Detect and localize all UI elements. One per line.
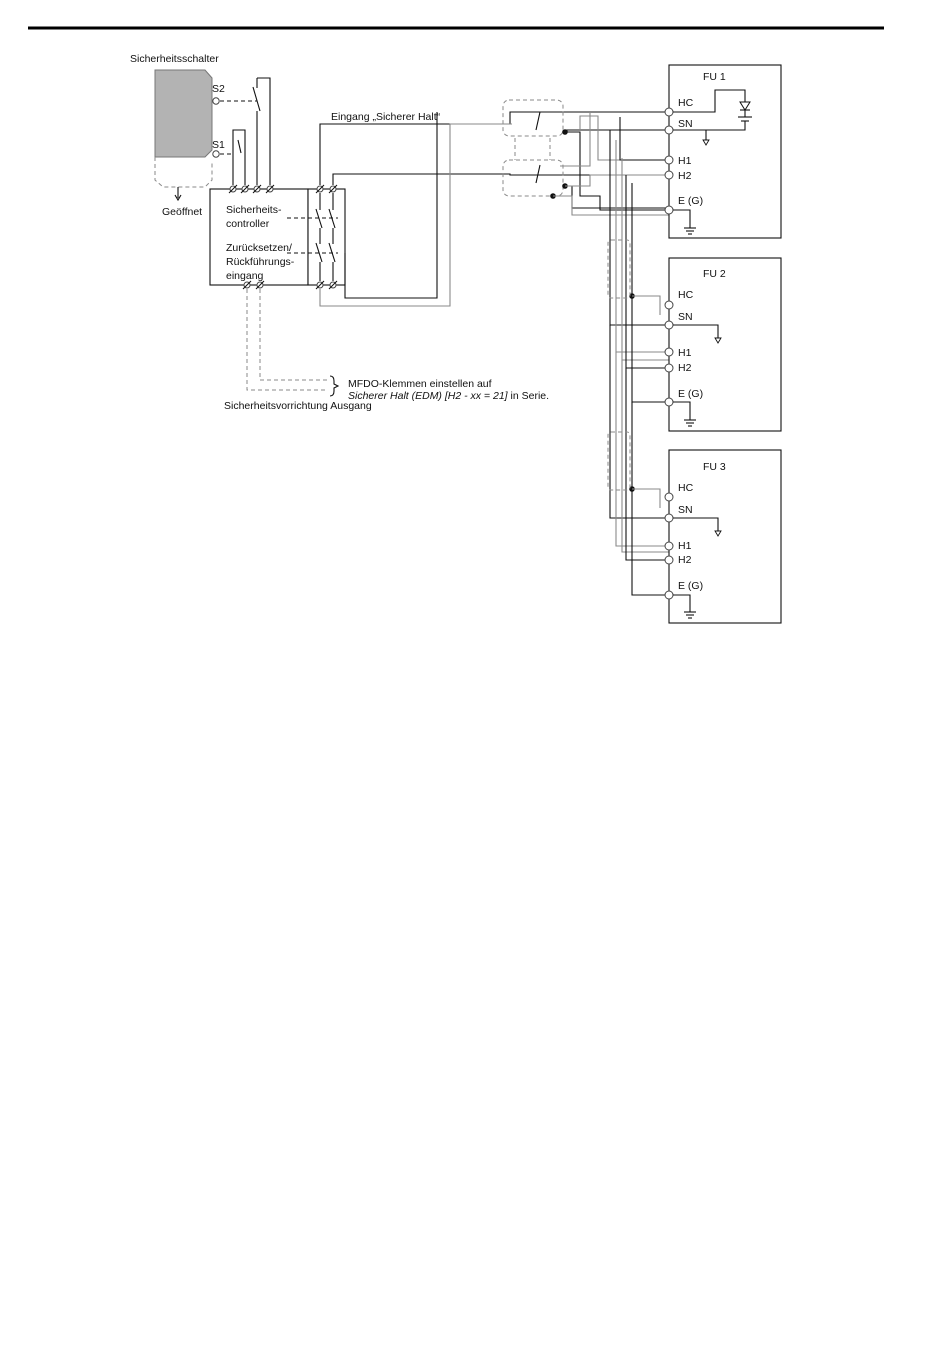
- safety-controller: [210, 185, 345, 289]
- note-line2-suffix: in Serie.: [507, 390, 550, 402]
- s1-terminal: [213, 151, 219, 157]
- safe-stop-wires: [320, 112, 669, 306]
- fu3-e: E (G): [678, 580, 704, 592]
- safety-switch-open-outline: [155, 157, 212, 187]
- s2-contact: [253, 78, 270, 185]
- safety-switch-title: Sicherheitsschalter: [130, 53, 219, 65]
- fu2-hc: HC: [678, 289, 694, 301]
- fu1-sn-ground: [703, 140, 709, 145]
- fu1-hc: HC: [678, 97, 694, 109]
- fu2-title: FU 2: [703, 268, 726, 280]
- fu3-h1: H1: [678, 540, 692, 552]
- fu2-h2: H2: [678, 362, 692, 374]
- fu3-sn-ground: [715, 531, 721, 536]
- safety-switch-body: [155, 70, 212, 157]
- controller-line2: controller: [226, 218, 270, 230]
- daisy-chain-wiring: [608, 130, 669, 595]
- note-line2: [348, 390, 549, 402]
- note-line1: MFDO-Klemmen einstellen auf: [348, 378, 492, 390]
- controller-line1: Sicherheits-: [226, 204, 282, 216]
- relay-section: [308, 189, 345, 285]
- fu1-h2: H2: [678, 170, 692, 182]
- s2-label: S2: [212, 83, 225, 95]
- safety-output-label: Sicherheitsvorrichtung Ausgang: [224, 400, 372, 412]
- cable-shields: [503, 100, 563, 196]
- fu1-title: FU 1: [703, 71, 726, 83]
- fu1-e: E (G): [678, 195, 704, 207]
- fu2-h1: H1: [678, 347, 692, 359]
- controller-line5: eingang: [226, 270, 264, 282]
- safe-stop-input-label: Eingang „Sicherer Halt“: [331, 111, 441, 123]
- fu2-sn-ground: [715, 338, 721, 343]
- s2-terminal: [213, 98, 219, 104]
- drive-fu1: [665, 65, 781, 238]
- mfdo-note: [224, 289, 549, 412]
- fu2-e: E (G): [678, 388, 704, 400]
- drive-fu2: [665, 258, 781, 431]
- fu1-diode: [740, 102, 750, 110]
- opened-label: Geöffnet: [162, 206, 203, 218]
- fu1-sn: SN: [678, 118, 693, 130]
- fu3-title: FU 3: [703, 461, 726, 473]
- note-brace: [330, 376, 338, 396]
- controller-line4: Rückführungs-: [226, 256, 295, 268]
- fu2-sn: SN: [678, 311, 693, 323]
- controller-line3: Zurücksetzen/: [226, 242, 292, 254]
- s1-contact: [233, 130, 245, 185]
- note-line2-param: Sicherer Halt (EDM) [H2 - xx = 21]: [348, 390, 508, 402]
- drive-fu3: [665, 450, 781, 623]
- fu3-sn: SN: [678, 504, 693, 516]
- fu3-h2: H2: [678, 554, 692, 566]
- fu3-hc: HC: [678, 482, 694, 494]
- fu1-h1: H1: [678, 155, 692, 167]
- s1-label: S1: [212, 139, 225, 151]
